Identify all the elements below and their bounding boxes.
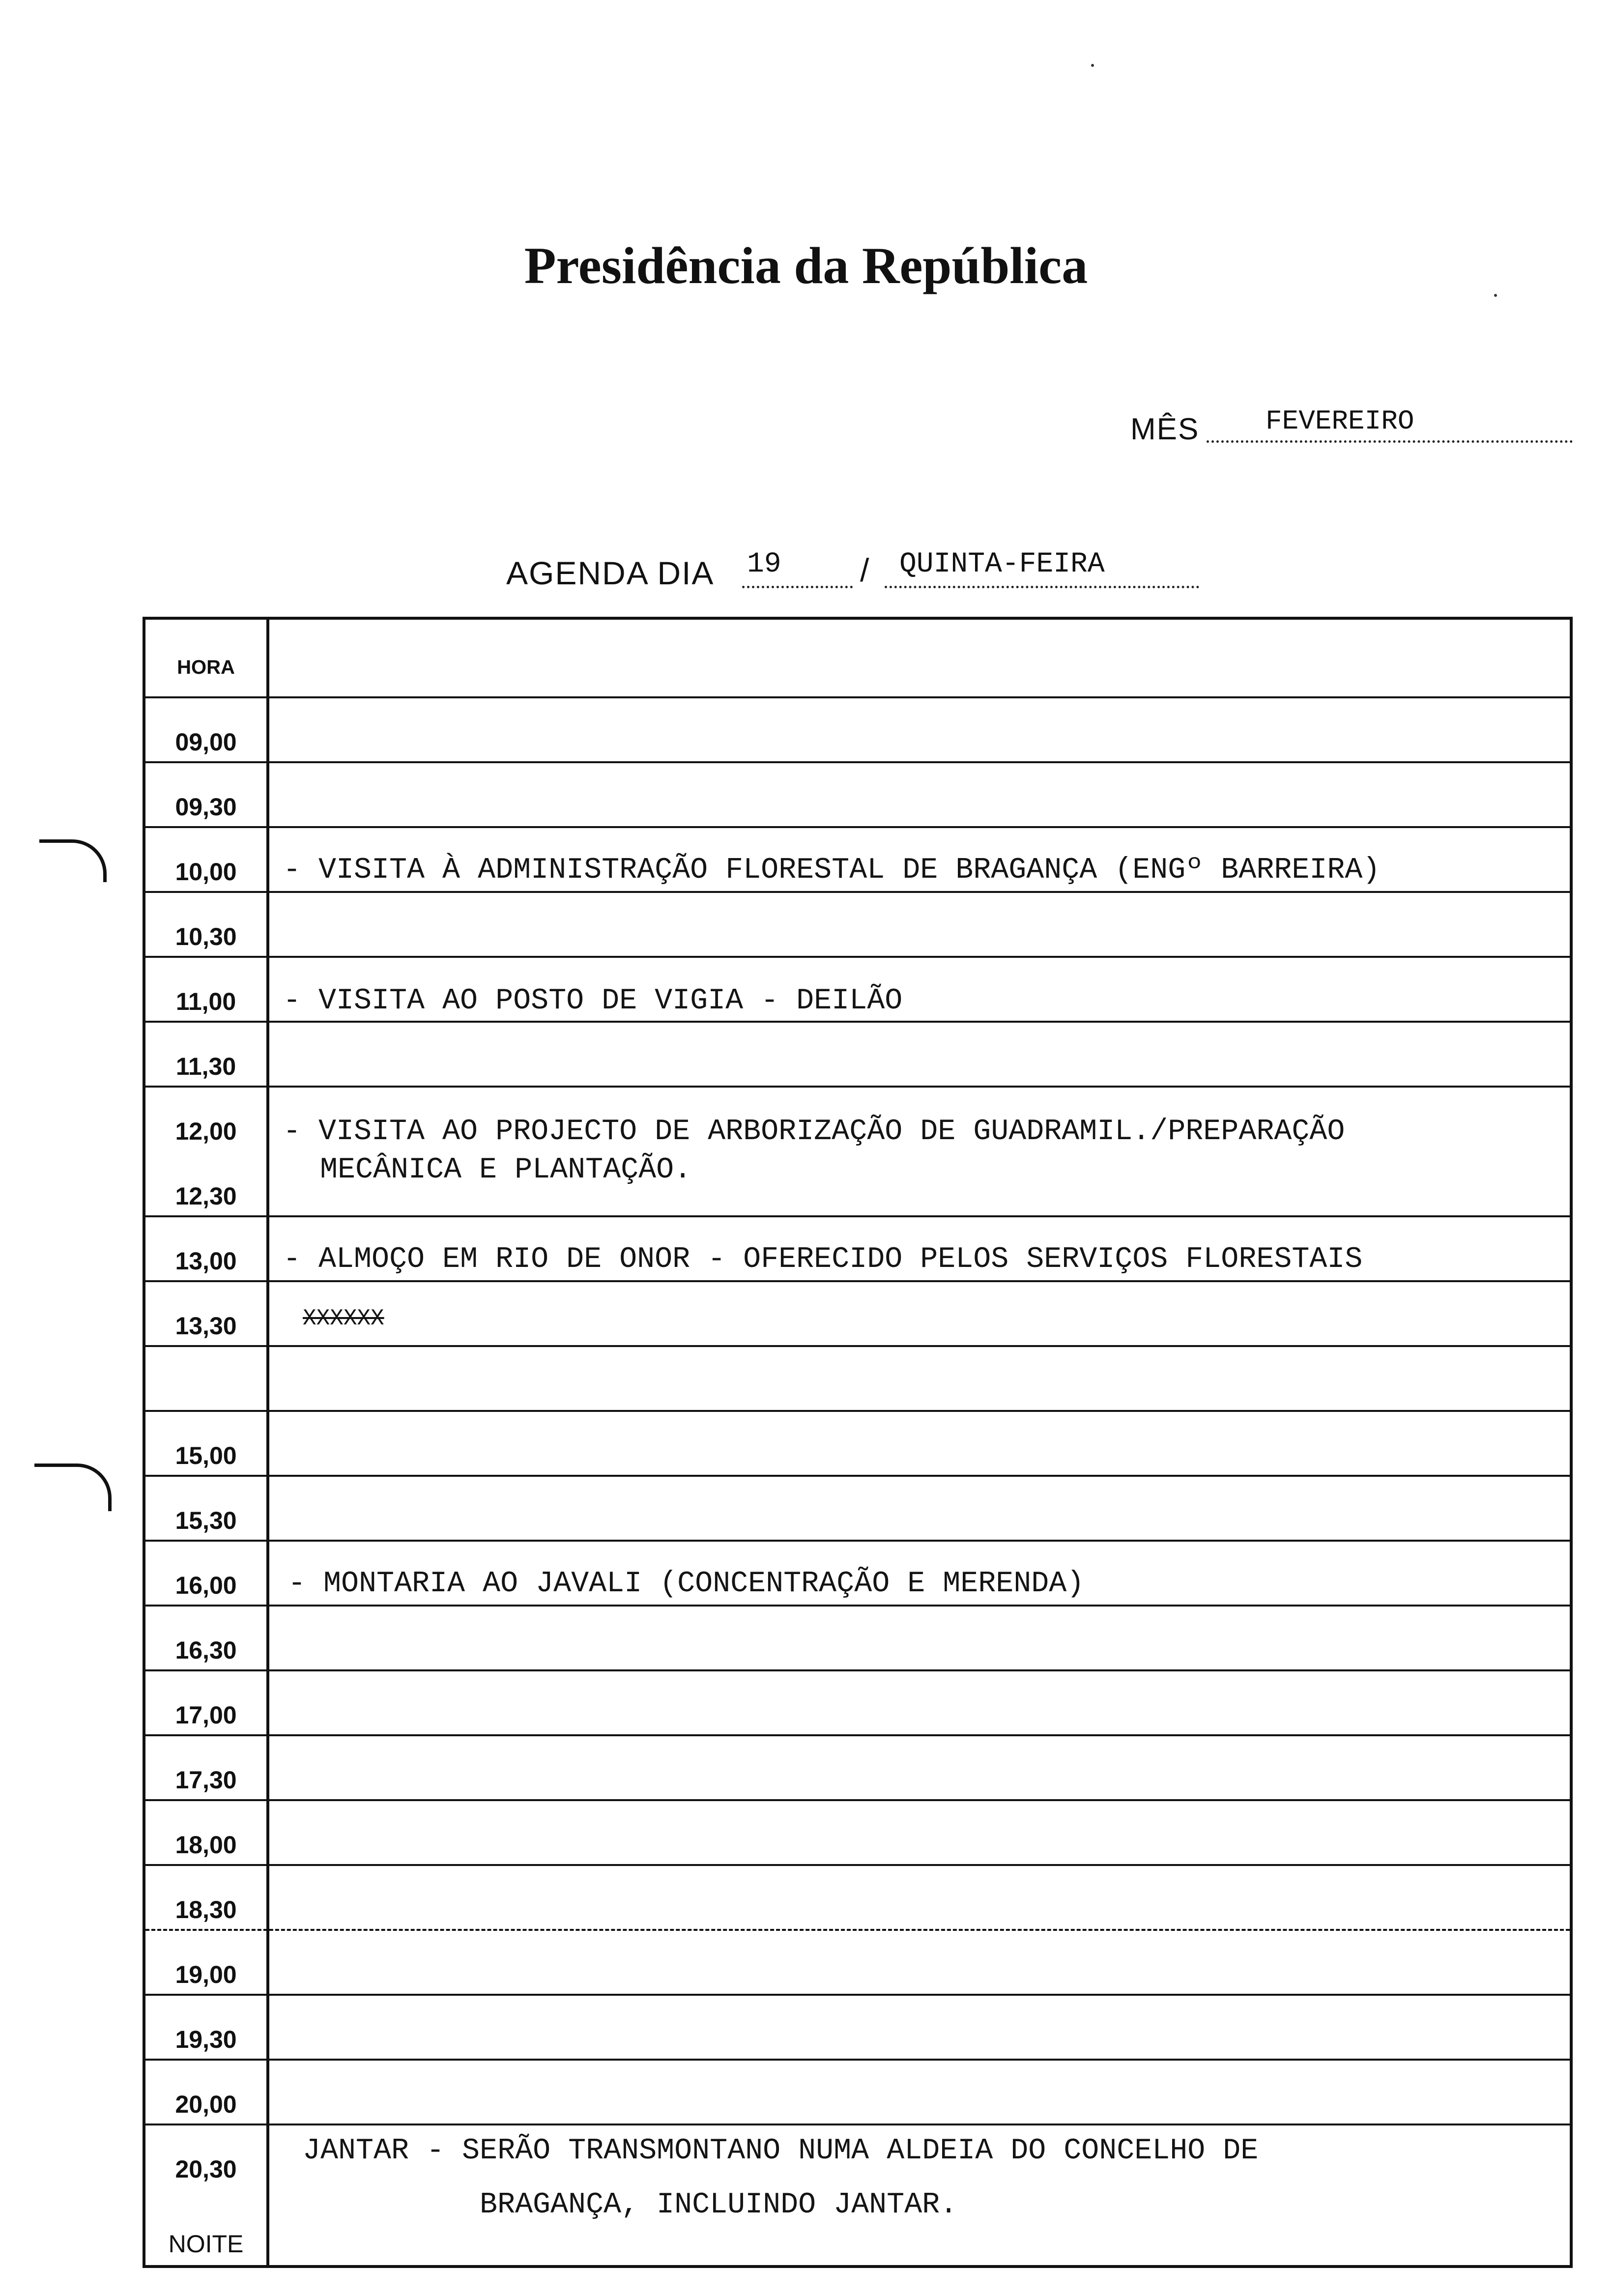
entry-12-00-line2: MECÂNICA E PLANTAÇÃO. xyxy=(320,1153,692,1187)
entry-20-30-line2: BRAGANÇA, INCLUINDO JANTAR. xyxy=(480,2188,958,2222)
hora-cell: 10,30 xyxy=(175,923,237,950)
hora-cell: 13,30 xyxy=(175,1312,237,1340)
table-row xyxy=(145,1671,1570,1736)
hora-cell: 17,00 xyxy=(175,1701,237,1729)
table-row xyxy=(145,1736,1570,1801)
hora-cell: 19,30 xyxy=(175,2026,237,2053)
hora-cell: 12,30 xyxy=(175,1182,237,1210)
day-dotted-line xyxy=(742,586,853,588)
hora-cell: 18,30 xyxy=(175,1896,237,1923)
hora-cell: 20,30 xyxy=(175,2155,237,2183)
agenda-day-field xyxy=(506,545,1194,600)
table-row xyxy=(145,1931,1570,1996)
table-row xyxy=(145,1866,1570,1931)
hora-cell: 16,00 xyxy=(175,1572,237,1599)
entry-11-00: - VISITA AO POSTO DE VIGIA - DEILÃO xyxy=(283,984,903,1018)
date-separator: / xyxy=(860,552,869,588)
table-row xyxy=(145,1477,1570,1542)
hora-cell: 17,30 xyxy=(175,1766,237,1794)
hora-header: HORA xyxy=(177,657,235,678)
weekday-dotted-line xyxy=(885,586,1199,588)
page-title: Presidência da República xyxy=(524,237,1088,294)
table-row xyxy=(145,1347,1570,1412)
month-label: MÊS xyxy=(1130,412,1200,446)
month-field xyxy=(1130,403,1573,452)
entry-12-00-line1: - VISITA AO PROJECTO DE ARBORIZAÇÃO DE GUADRAMIL./PREPARAÇÃO xyxy=(283,1115,1345,1148)
hora-cell: 11,00 xyxy=(175,988,236,1015)
hora-cell: 13,00 xyxy=(175,1247,237,1275)
month-value: FEVEREIRO xyxy=(1266,405,1414,437)
hora-cell: 20,00 xyxy=(175,2091,237,2118)
hora-cell: 10,00 xyxy=(175,858,237,886)
hora-cell: 15,30 xyxy=(175,1507,237,1534)
entry-16-00: - MONTARIA AO JAVALI (CONCENTRAÇÃO E MERENDA) xyxy=(288,1567,1085,1601)
agenda-label: AGENDA DIA xyxy=(506,555,715,591)
table-header-row xyxy=(145,620,1570,698)
table-row xyxy=(145,1023,1570,1088)
entry-13-30-struck: XXXXXX xyxy=(303,1306,384,1331)
table-row xyxy=(145,893,1570,958)
table-row xyxy=(145,698,1570,763)
hora-cell: NOITE xyxy=(168,2230,244,2258)
entry-20-30-line1: JANTAR - SERÃO TRANSMONTANO NUMA ALDEIA DO CONCELHO DE xyxy=(303,2134,1259,2168)
hora-cell: 16,30 xyxy=(175,1636,237,1664)
day-value: 19 xyxy=(747,548,781,580)
hora-cell: 09,00 xyxy=(175,728,237,756)
hora-cell: 12,00 xyxy=(175,1118,237,1145)
binder-hole-mark xyxy=(39,839,107,882)
hora-cell: 15,00 xyxy=(175,1442,237,1469)
hora-cell: 09,30 xyxy=(175,793,237,821)
hora-cell: 19,00 xyxy=(175,1961,237,1988)
scan-speck xyxy=(1091,64,1094,67)
table-row xyxy=(145,1996,1570,2061)
scan-speck xyxy=(1494,294,1497,297)
weekday-value: QUINTA-FEIRA xyxy=(899,548,1105,580)
entry-10-00: - VISITA À ADMINISTRAÇÃO FLORESTAL DE BRAGANÇA (ENGº BARREIRA) xyxy=(283,854,1381,887)
binder-hole-mark xyxy=(34,1464,112,1511)
agenda-table xyxy=(143,617,1573,2268)
table-row xyxy=(145,1801,1570,1866)
hora-cell: 18,00 xyxy=(175,1831,237,1859)
entry-13-00: - ALMOÇO EM RIO DE ONOR - OFERECIDO PELOS SERVIÇOS FLORESTAIS xyxy=(283,1243,1363,1276)
table-row xyxy=(145,1412,1570,1477)
hora-cell: 11,30 xyxy=(175,1053,236,1080)
table-row xyxy=(145,2061,1570,2125)
month-dotted-line xyxy=(1207,440,1573,443)
table-row xyxy=(145,1607,1570,1671)
table-row xyxy=(145,763,1570,828)
